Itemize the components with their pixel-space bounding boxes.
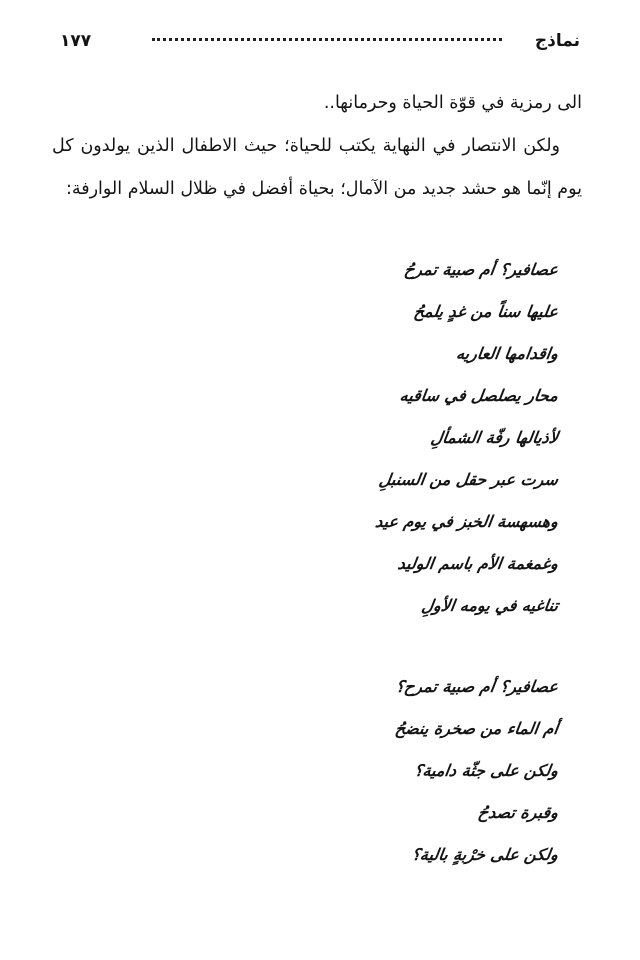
poem-line: عليها سناً من غدٍ يلمحُ — [412, 302, 560, 321]
running-header — [60, 28, 580, 54]
paragraph: الى رمزية في قوّة الحياة وحرمانها.. — [323, 93, 582, 113]
poem-line: وقبرة تصدحُ — [476, 803, 560, 822]
poem-line: وهسهسة الخبز في يوم عيد — [374, 512, 560, 531]
header-dot-leader — [152, 34, 502, 41]
poem — [198, 249, 558, 876]
poem-stanza — [198, 666, 558, 876]
poem-line: تناغيه في يومه الأولِ — [420, 596, 560, 615]
chapter-title: نماذج — [534, 31, 580, 51]
poem-line: لأذيالها رفّة الشمألِ — [429, 428, 560, 447]
poem-line: محار يصلصل في ساقيه — [398, 386, 560, 405]
body-text — [52, 82, 582, 211]
poem-stanza — [198, 249, 558, 627]
poem-line: أم الماء من صخرة ينضحُ — [393, 719, 560, 738]
poem-line: وغمغمة الأم باسم الوليد — [396, 554, 560, 573]
poem-line: سرت عبر حقل من السنبلِ — [377, 470, 560, 489]
poem-line: عصافير؟ أم صبية تمرح؟ — [394, 677, 560, 696]
page-number: ١٧٧ — [60, 31, 92, 51]
poem-line: عصافير؟ أم صبية تمرحُ — [402, 260, 560, 279]
poem-line: ولكن على جثّة دامية؟ — [412, 761, 560, 780]
paragraph: ولكن الانتصار في النهاية يكتب للحياة؛ حيث الاطفال الذين يولدون كل يوم إنّما هو حشد جديد من الآمال؛ بحياة أفضل في ظلال السلام الوارفة: — [52, 136, 582, 199]
poem-line: ولكن على خرْبةٍ بالية؟ — [410, 845, 560, 864]
poem-line: واقدامها العاريه — [455, 344, 560, 363]
